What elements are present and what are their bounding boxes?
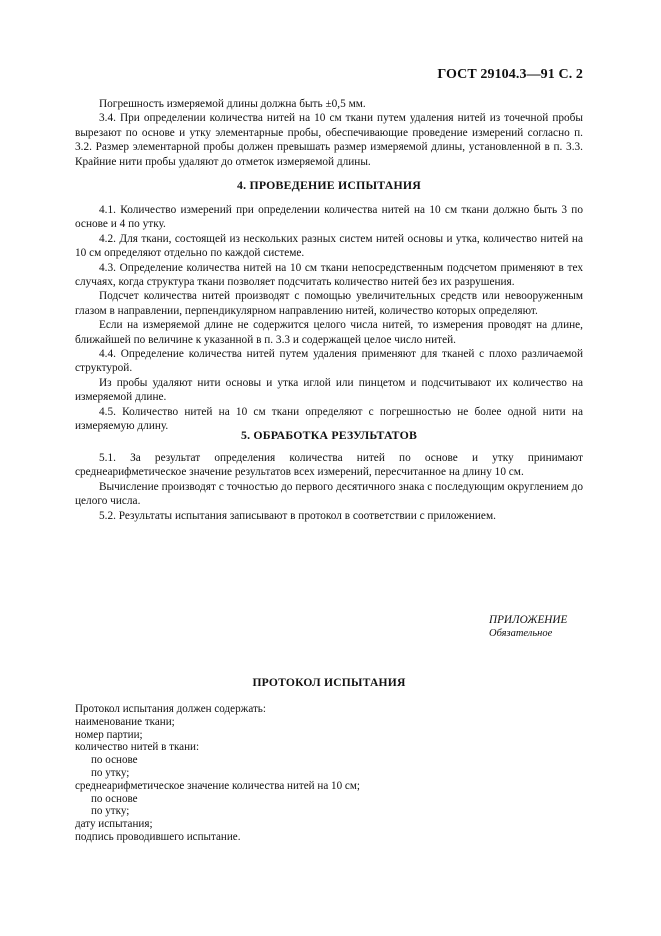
paragraph: Вычисление производят с точностью до первого десятичного знака с последующим округлением до целого числа. bbox=[75, 480, 583, 508]
appendix-label bbox=[489, 613, 567, 641]
protocol-line: наименование ткани; bbox=[75, 715, 175, 728]
protocol-line: по утку; bbox=[91, 766, 130, 779]
paragraph: 4.1. Количество измерений при определении количества нитей на 10 см ткани должно быть 3 по основе и 4 по утку. bbox=[75, 204, 583, 231]
protocol-line: подпись проводившего испытание. bbox=[75, 830, 241, 843]
paragraph: Из пробы удаляют нити основы и утка иглой или пинцетом и подсчитывают их количество на измеряемой длине. bbox=[75, 376, 583, 404]
paragraph: Если на измеряемой длине не содержится целого числа нитей, то измерения проводят на длине, ближайшей по величине к указанной в п. 3.3 и содержащей целое число нитей. bbox=[75, 319, 583, 346]
standard-code-header: ГОСТ 29104.3—91 С. 2 bbox=[437, 67, 583, 82]
protocol-line: среднеарифметическое значение количества нитей на 10 см; bbox=[75, 779, 360, 792]
protocol-line: номер партии; bbox=[75, 728, 143, 741]
protocol-line: Протокол испытания должен содержать: bbox=[75, 703, 266, 715]
paragraph: 4.5. Количество нитей на 10 см ткани определяют с погрешностью не более одной нити на измеряемую длину. bbox=[75, 405, 583, 433]
paragraph: Подсчет количества нитей производят с помощью увеличительных средств или невооруженным глазом в направлении, перпендикулярном направлению нитей, количество которых определяют. bbox=[75, 290, 583, 317]
protocol-title: ПРОТОКОЛ ИСПЫТАНИЯ bbox=[252, 676, 406, 689]
section-5-title: 5. ОБРАБОТКА РЕЗУЛЬТАТОВ bbox=[240, 428, 418, 442]
paragraph: 5.2. Результаты испытания записывают в протокол в соответствии с приложением. bbox=[99, 509, 496, 522]
paragraph: 3.4. При определении количества нитей на 10 см ткани путем удаления нитей из точечной пробы вырезают по основе и утку элементарные пробы, обеспечивающие проведение измерений согласно п. 3.2. Размер элементарной пробы должен превышать размер измеряемой длины, установленной в п. 3.3. Крайние нити пробы удаляют до отметок измеряемой длины. bbox=[75, 112, 583, 168]
appendix-status: Обязательное bbox=[489, 628, 553, 639]
protocol-line: по утку; bbox=[91, 805, 130, 818]
protocol-line: дату испытания; bbox=[75, 818, 153, 831]
paragraph: 4.3. Определение количества нитей на 10 см ткани непосредственным подсчетом применяют в тех случаях, когда структура ткани позволяет подсчитать количество нитей без их разрушения. bbox=[75, 261, 583, 289]
paragraph: 4.4. Определение количества нитей путем удаления применяют для тканей с плохо различаемой структурой. bbox=[75, 348, 583, 375]
protocol-list bbox=[75, 703, 360, 844]
protocol-line: количество нитей в ткани: bbox=[75, 741, 200, 754]
section-4-title: 4. ПРОВЕДЕНИЕ ИСПЫТАНИЯ bbox=[237, 178, 421, 192]
paragraph: 5.1. За результат определения количества нитей по основе и утку принимают среднеарифметическое значение результатов всех измерений, пересчитанное на длину 10 см. bbox=[75, 452, 583, 479]
appendix-title: ПРИЛОЖЕНИЕ bbox=[489, 614, 568, 626]
section-4-text bbox=[75, 203, 583, 434]
protocol-line: по основе bbox=[91, 754, 138, 767]
protocol-line: по основе bbox=[91, 792, 138, 805]
section-5-text bbox=[75, 451, 583, 523]
intro-text bbox=[75, 97, 583, 169]
paragraph: Погрешность измеряемой длины должна быть ±0,5 мм. bbox=[99, 98, 366, 110]
paragraph: 4.2. Для ткани, состоящей из нескольких разных систем нитей основы и утка, количество нитей на 10 см определяют отдельно по каждой системе. bbox=[75, 232, 583, 260]
